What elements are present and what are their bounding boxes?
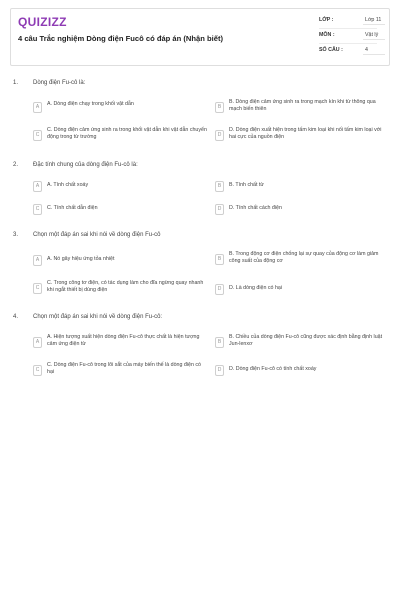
option-b[interactable] bbox=[215, 99, 385, 115]
question-number: 3. bbox=[13, 232, 19, 238]
option-text: D. Tính chất cách điện bbox=[229, 205, 282, 211]
question-text: Đặc tính chung của dòng điện Fu-cô là: bbox=[33, 162, 138, 168]
option-letter: D bbox=[215, 130, 224, 141]
option-c[interactable] bbox=[33, 127, 207, 143]
option-c[interactable] bbox=[33, 280, 203, 296]
option-text: D. Dòng điện Fu-cô có tính chất xoáy bbox=[229, 366, 317, 372]
option-text: C. Dòng điện cảm ứng sinh ra trong khối vật dẫn khi vật dẫn chuyển động trong từ trường bbox=[47, 127, 207, 140]
option-text: B. Tính chất từ bbox=[229, 182, 264, 188]
meta-value: Lớp 11 bbox=[363, 16, 385, 25]
option-letter: C bbox=[33, 204, 42, 215]
meta-class bbox=[319, 17, 382, 28]
option-text: B. Dòng điện cảm ứng sinh ra trong mạch kín khi từ thông qua mạch biến thiên bbox=[229, 99, 376, 112]
question-text: Chọn một đáp án sai khi nói về dòng điện Fu-cô bbox=[33, 232, 161, 238]
divider bbox=[319, 28, 377, 29]
option-letter: B bbox=[215, 254, 224, 265]
option-text: C. Tính chất dẫn điện bbox=[47, 205, 98, 211]
meta-label: SỐ CÂU : bbox=[319, 47, 343, 53]
question-text: Chọn một đáp án sai khi nói về dòng điện Fu-cô: bbox=[33, 314, 163, 320]
meta-value: Vật lý bbox=[363, 31, 385, 40]
option-text: B. Trong động cơ điện chống lại sự quay của động cơ làm giảm công suất của động cơ bbox=[229, 251, 379, 264]
option-a[interactable] bbox=[33, 254, 203, 270]
option-b[interactable] bbox=[215, 334, 385, 350]
option-letter: D bbox=[215, 365, 224, 376]
option-c[interactable] bbox=[33, 203, 203, 219]
option-b[interactable] bbox=[215, 180, 385, 196]
option-letter: D bbox=[215, 204, 224, 215]
meta-count bbox=[319, 47, 377, 58]
option-text: B. Chiều của dòng điện Fu-cô cũng được xác định bằng định luật Jun-lenxơ bbox=[229, 334, 383, 347]
option-c[interactable] bbox=[33, 362, 203, 378]
meta-value: 4 bbox=[363, 46, 385, 55]
option-d[interactable] bbox=[215, 127, 385, 143]
option-b[interactable] bbox=[215, 251, 385, 267]
meta-label: LỚP : bbox=[319, 17, 334, 23]
option-letter: A bbox=[33, 102, 42, 113]
option-text: D. Dòng điện xuất hiện trong tấm kim loại khi nối tấm kim loại với hai cực của nguồn điện bbox=[229, 127, 382, 140]
quizizz-logo[interactable]: QUIZIZZ bbox=[18, 15, 67, 29]
meta-subject bbox=[319, 32, 377, 43]
question-number: 1. bbox=[13, 80, 19, 86]
option-letter: B bbox=[215, 102, 224, 113]
option-letter: A bbox=[33, 181, 42, 192]
option-text: C. Trong công tơ điện, có tác dụng làm cho đĩa ngừng quay nhanh khi ngắt thiết bị dùng điện bbox=[47, 280, 204, 293]
question-number: 4. bbox=[13, 314, 19, 320]
option-text: D. Là dòng điện có hại bbox=[229, 285, 283, 291]
meta-label: MÔN : bbox=[319, 32, 335, 38]
option-text: A. Nó gây hiệu ứng tỏa nhiệt bbox=[47, 256, 115, 262]
option-letter: A bbox=[33, 255, 42, 266]
divider bbox=[319, 43, 377, 44]
option-letter: B bbox=[215, 337, 224, 348]
option-d[interactable] bbox=[215, 283, 385, 299]
option-a[interactable] bbox=[33, 334, 203, 350]
option-a[interactable] bbox=[33, 101, 203, 117]
option-letter: C bbox=[33, 365, 42, 376]
option-d[interactable] bbox=[215, 364, 385, 380]
page-title: 4 câu Trắc nghiệm Dòng điện Fucô có đáp án (Nhận biết) bbox=[18, 34, 224, 43]
option-text: C. Dòng điện Fu-cô trong lõi sắt của máy biến thế là dòng điện có hại bbox=[47, 362, 201, 375]
option-d[interactable] bbox=[215, 203, 385, 219]
question-text: Dòng điện Fu-cô là: bbox=[33, 80, 86, 86]
option-text: A. Tính chất xoáy bbox=[47, 182, 89, 188]
option-letter: C bbox=[33, 283, 42, 294]
option-letter: D bbox=[215, 284, 224, 295]
option-text: A. Dòng điện chạy trong khối vật dẫn bbox=[47, 101, 134, 107]
option-letter: A bbox=[33, 337, 42, 348]
question-number: 2. bbox=[13, 162, 19, 168]
option-letter: B bbox=[215, 181, 224, 192]
option-text: A. Hiện tượng xuất hiện dòng điện Fu-cô thực chất là hiện tượng cảm ứng điện từ bbox=[47, 334, 200, 347]
option-letter: C bbox=[33, 130, 42, 141]
option-a[interactable] bbox=[33, 180, 203, 196]
